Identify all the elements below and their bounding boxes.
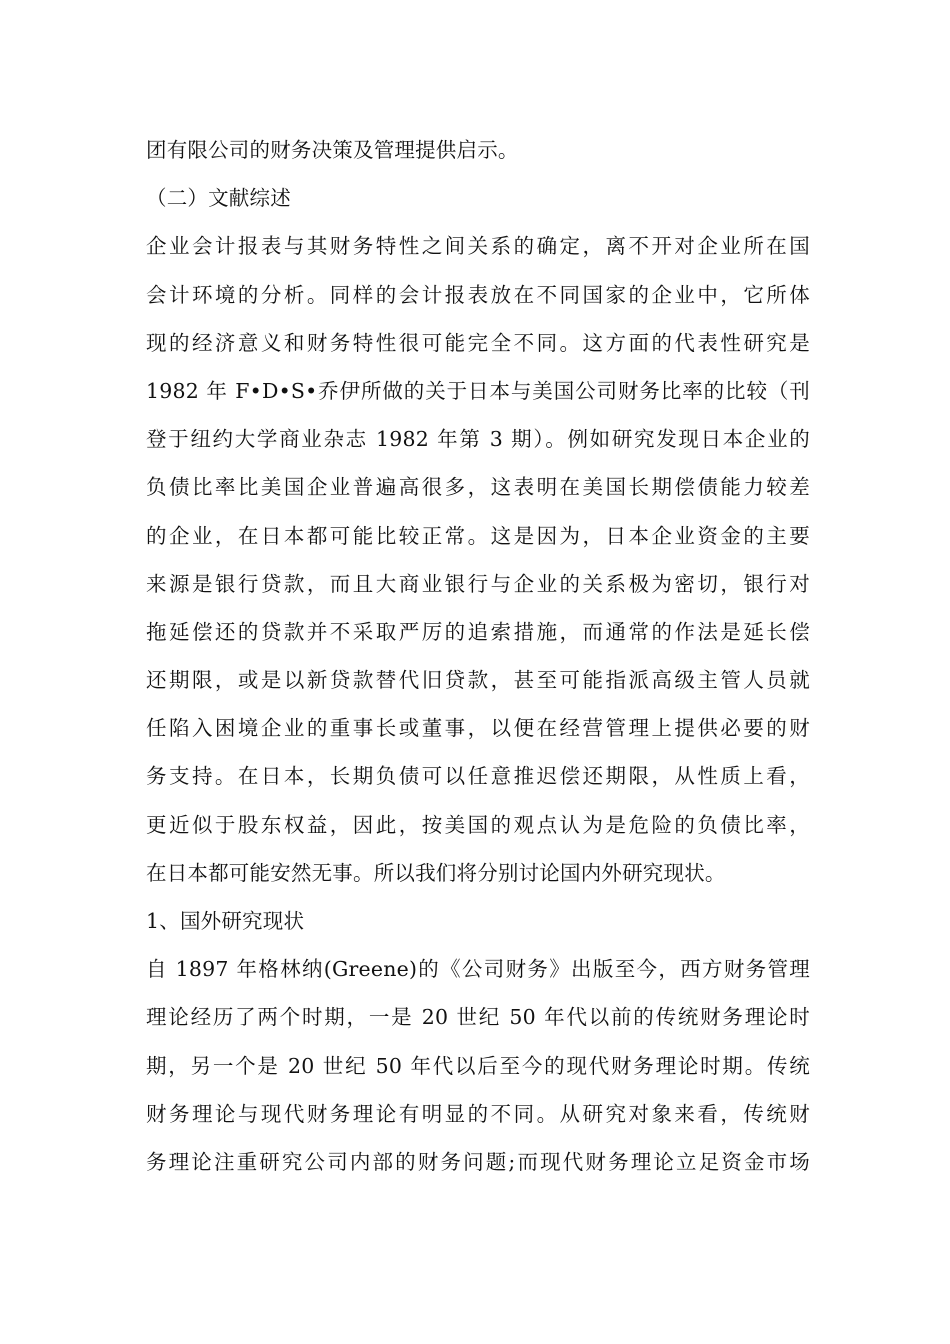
text-line: （二）文献综述 (146, 186, 291, 211)
text-line: 务支持。在日本，长期负债可以任意推迟偿还期限，从性质上看， (146, 764, 810, 789)
body-text (146, 126, 810, 1186)
text-line: 1982 年 F•D•S•乔伊所做的关于日本与美国公司财务比率的比较（刊 (146, 378, 810, 403)
text-line: 现的经济意义和财务特性很可能完全不同。这方面的代表性研究是 (146, 330, 810, 355)
text-line: 自 1897 年格林纳(Greene)的《公司财务》出版至今，西方财务管理 (146, 957, 810, 982)
text-line: 团有限公司的财务决策及管理提供启示。 (146, 138, 519, 162)
text-line: 1、国外研究现状 (146, 909, 305, 933)
text-line: 拖延偿还的贷款并不采取严厉的追索措施，而通常的作法是延长偿 (146, 619, 810, 644)
text-line: 还期限，或是以新贷款替代旧贷款，甚至可能指派高级主管人员就 (146, 668, 810, 693)
text-line: 更近似于股东权益，因此，按美国的观点认为是危险的负债比率， (146, 812, 810, 837)
text-line: 企业会计报表与其财务特性之间关系的确定，离不开对企业所在国 (146, 234, 810, 259)
text-line: 理论经历了两个时期，一是 20 世纪 50 年代以前的传统财务理论时 (146, 1005, 810, 1030)
text-line: 负债比率比美国企业普遍高很多，这表明在美国长期偿债能力较差 (146, 475, 810, 500)
text-line: 在日本都可能安然无事。所以我们将分别讨论国内外研究现状。 (146, 860, 726, 885)
text-line: 财务理论与现代财务理论有明显的不同。从研究对象来看，传统财 (146, 1101, 810, 1126)
text-line: 任陷入困境企业的重事长或董事，以便在经营管理上提供必要的财 (146, 716, 810, 741)
text-line: 登于纽约大学商业杂志 1982 年第 3 期）。例如研究发现日本企业的 (146, 427, 810, 452)
text-line: 会计环境的分析。同样的会计报表放在不同国家的企业中，它所体 (146, 282, 810, 307)
text-line: 的企业，在日本都可能比较正常。这是因为，日本企业资金的主要 (146, 523, 810, 548)
text-line: 来源是银行贷款，而且大商业银行与企业的关系极为密切，银行对 (146, 571, 810, 596)
text-line: 务理论注重研究公司内部的财务问题;而现代财务理论立足资金市场 (146, 1149, 810, 1174)
text-line: 期，另一个是 20 世纪 50 年代以后至今的现代财务理论时期。传统 (146, 1053, 810, 1078)
